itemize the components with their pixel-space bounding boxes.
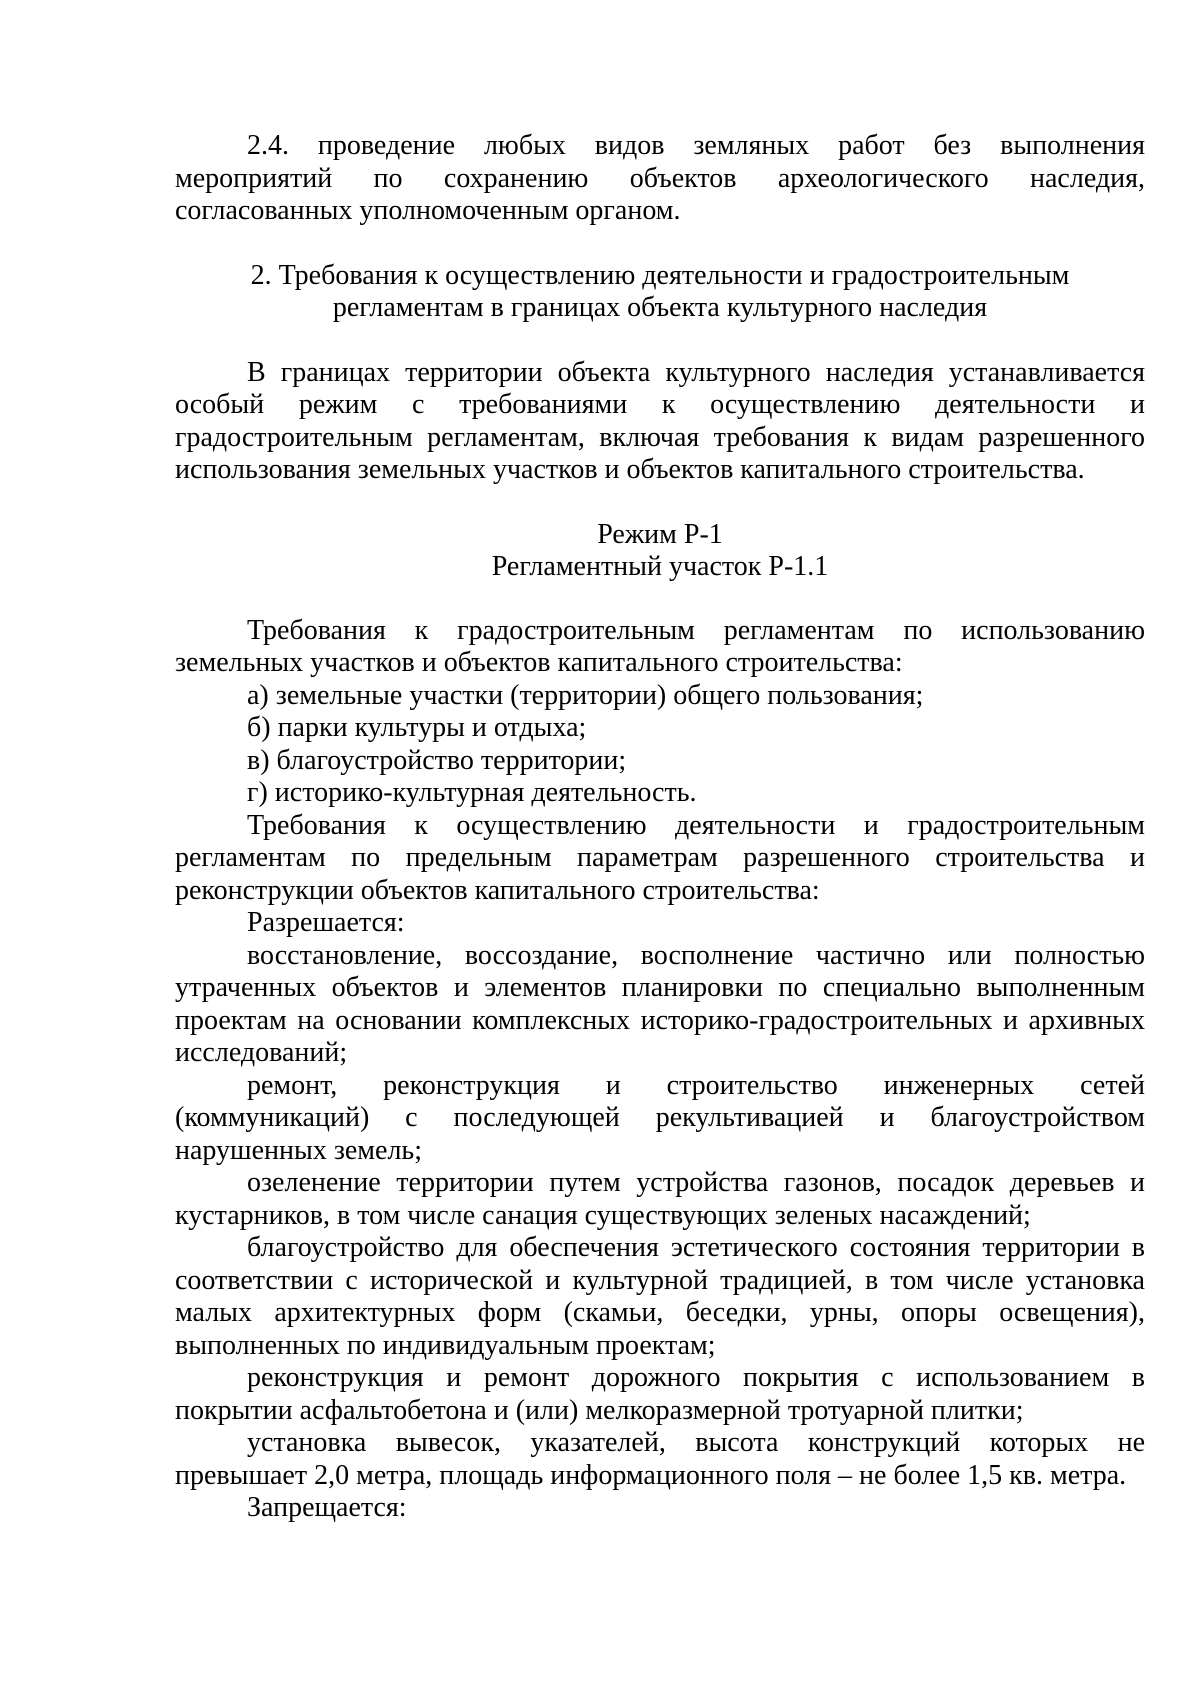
allowed-item: реконструкция и ремонт дорожного покрытия с использованием в покрытии асфальтобетона и (или) мелкоразмерной тротуарной плитки; (175, 1362, 1145, 1426)
paragraph-param-requirements: Требования к осуществлению деятельности и градостроительным регламентам по предельным параметрам разрешенного строительства и реконструкции объектов капитального строительства: (175, 809, 1145, 906)
use-item: в) благоустройство территории; (247, 744, 627, 776)
paragraph-use-requirements: Требования к градостроительным регламентам по использованию земельных участков и объектов капитального строительства: (175, 614, 1145, 678)
allowed-label: Разрешается: (247, 907, 405, 938)
allowed-item: благоустройство для обеспечения эстетического состояния территории в соответствии с исторической и культурной традицией, в том числе установка малых архитектурных форм (скамьи, беседки, урны, опоры освещения), выполненных по индивидуальным проектам; (175, 1232, 1145, 1361)
use-item: б) парки культуры и отдыха; (247, 712, 587, 743)
use-item: г) историко-культурная деятельность. (247, 777, 697, 808)
allowed-item: восстановление, воссоздание, восполнение частично или полностью утраченных объектов и элементов планировки по специально выполненным проектам на основании комплексных историко-градостроительных и архивных исследований; (175, 939, 1145, 1068)
paragraph-intro: В границах территории объекта культурного наследия устанавливается особый режим с требованиями к осуществлению деятельности и градостроительным регламентам, включая требования к видам разрешенного использования земельных участков и объектов капитального строительства. (175, 356, 1145, 485)
use-item: а) земельные участки (территории) общего пользования; (247, 679, 924, 711)
paragraph-2-4: 2.4. проведение любых видов земляных работ без выполнения мероприятий по сохранению объектов археологического наследия, согласованных уполномоченным органом. (175, 130, 1145, 226)
allowed-item: установка вывесок, указателей, высота конструкций которых не превышает 2,0 метра, площадь информационного поля – не более 1,5 кв. метра. (175, 1427, 1145, 1491)
regime-subtitle: Регламентный участок Р-1.1 (491, 551, 829, 582)
regime-title: Режим Р-1 (597, 518, 723, 550)
allowed-item: ремонт, реконструкция и строительство инженерных сетей (коммуникаций) с последующей рекультивацией и благоустройством нарушенных земель; (175, 1069, 1145, 1166)
section-heading-line-2: регламентам в границах объекта культурного наследия (332, 292, 988, 323)
forbidden-label: Запрещается: (247, 1492, 407, 1523)
document-body (175, 130, 1145, 1525)
section-heading-line-1: 2. Требования к осуществлению деятельности и градостроительным (250, 259, 1070, 291)
allowed-item: озеленение территории путем устройства газонов, посадок деревьев и кустарников, в том числе санация существующих зеленых насаждений; (175, 1167, 1145, 1231)
